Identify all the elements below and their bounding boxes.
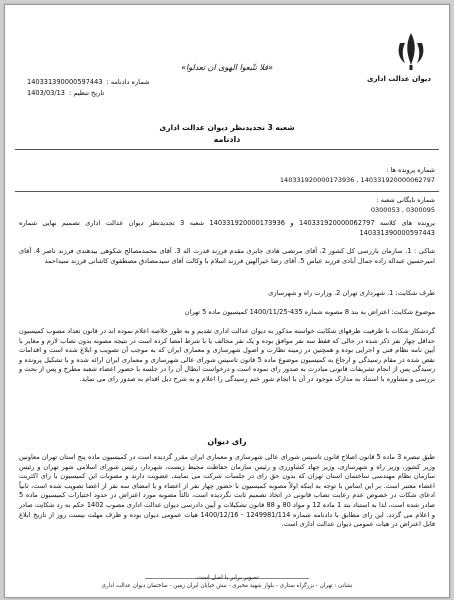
meta-label: شماره دادنامه : xyxy=(106,78,150,86)
verdict-number: 140331390000597443 xyxy=(27,78,103,86)
case-info xyxy=(280,165,435,185)
issue-date: 1403/03/13 xyxy=(27,89,66,97)
verdict-text: طبق تبصره 3 ماده 5 قانون اصلاح قانون تاسیس شورای عالی شهرسازی و معماری ایران مقرر گردیده است در کمیسیون ماده پنج استان تهران معاونین وزیر کشور، وزیر راه و شهرسازی، وزیر جهاد کشاورزی و رئیس سازمان حفاظت محیط زیست، شهردار، رئیس شورای اسلامی شهر تهران و رئیس سازمان نظام مهندسی ساختمان استان تهران که بدون حق رای در جلسات شرکت می نمایند، عضویت دارند و مصوبات این کمیسیون با رای اکثریت اعضاء معتبر است. بر این اساس با توجه به اینکه اولاً مصوبه کمیسیون با حضور چهار نفر از اعضاء و با امضای سه نفر از اعضا تصویب شده است، ثانیاً ادعای شکات در خصوص عدم رعایت نصاب قانونی در اتخاذ تصمیم ثابت نگردیده است، ثالثاً مصوبه مورد اعتراض در حدود اختیارات کمیسیون ماده 5 صادر شده است، لذا به استناد بند 1 ماده 12 و مواد 80 و 88 قانون تشکیلات و آیین دادرسی دیوان عدالت اداری مصوب 1402 حکم به رد شکایت صادر و اعلام می گردد. این رای مطابق با دادنامه شماره 1249981/114 - 1400/12/16 هیات عمومی دیوان بوده و ظرف مهلت بیست روز از تاریخ ابلاغ قابل اعتراض در هیات عمومی دیوان عدالت اداری است. xyxy=(19,453,436,529)
verdict-title: رای دیوان xyxy=(207,437,247,446)
court-name: دیوان عدالت اداری xyxy=(367,75,431,83)
meta-label: تاریخ تنظیم : xyxy=(69,89,105,97)
divider xyxy=(15,149,439,150)
date-row xyxy=(27,88,150,99)
archive-numbers: 0300053 , 0300095 xyxy=(370,206,435,214)
paragraph-defendants: طرف شکایت: 1. شهرداری تهران 2. وزارت راه و شهرسازی xyxy=(268,289,435,297)
paragraph-case-reference: پرونده های کلاسه 140331920000062797 و 140331920000173936 شعبه 3 تجدیدنظر دیوان عدالت اداری تصمیم نهایی شماره 140331390000597443 xyxy=(19,219,435,237)
case-numbers: 140331920000173936 , 140331920000062797 xyxy=(279,176,435,184)
bismillah-verse: «فلا تتّبعوا الهوی ان تعدلوا» xyxy=(181,63,273,72)
paragraph-plaintiffs: شاکی : 1. سازمان بازرسی کل کشور 2. آقای مرتضی هادی جابری مقدم فرزند قدرت اله 3. آقای محمدمصالح شکوهی بیدهندی فرزند ناصر 4. آقای امیرحسین عبداله زاده جمال آبادی فرزند عباس 5. آقای رضا خیرالهین فرزند اسلام با وکالت آقای سیدمصادق مصطفوی کاشانی فرزند سیداحمد xyxy=(19,247,435,265)
document-title: دادنامه xyxy=(213,135,241,144)
document-page xyxy=(4,4,450,598)
branch-name: شعبه 3 تجدیدنظر دیوان عدالت اداری xyxy=(159,123,295,132)
court-address: نشانی : تهران - بزرگراه ستاری - بلوار شهید مخبری - نبش خیابان ایران زمین - ساختمان دیوان عدالت اداری xyxy=(101,583,353,589)
paragraph-proceedings: گردشکار شکات با طرفیت طرفهای شکایت خواسته مذکور به دیوان عدالت اداری تقدیم و به طور خلاصه اعلام نموده اند در قانون تعداد مصوب کمیسیون حداقل چهار نفر ذکر شده در حالی که فقط سه نفر موافق بوده و یک نفر مخالف یا با شرط امضا کرده است در نتیجه مصوبه بدون نصاب لازم و مغایر با آیین نامه نظام فنی و اجرایی بوده و همچنین در زمینه نظارت و اصول شهرسازی و معماری ایران که به موجب آن تصویب و ابلاغ شده است و اقدامات نقض شده در مقام رسیدگی و ارجاع به کمیسیون موضوع ماده 5 قانون تاسیس شورای عالی شهرسازی و معماری ایران ارائه شده و با تشکیل پرونده و رسیدگی پس از انجام تشریفات قانونی مبادرت به صدور رای نموده است و درخواست ابطال آن را در جلسه با حضور اعضاء شعبه مطرح و پس از بحث و بررسی و مشاوره با استناد به مدارک موجود در آن با انجام شور ختم رسیدگی را اعلام و به شرح ذیل اقدام به صدور رای می نماید. xyxy=(19,327,435,383)
case-label: شماره پرونده ها : xyxy=(386,166,435,174)
certified-copy-note: تصویر برابر با اصل است. xyxy=(195,574,259,581)
footer xyxy=(5,573,449,591)
archive-info xyxy=(371,195,435,215)
verdict-number-row xyxy=(27,77,150,88)
divider xyxy=(15,191,439,192)
header-meta xyxy=(27,77,150,99)
paragraph-subject: موضوع شکایت: اعتراض به بند 8 مصوبه شماره 435-1400/11/25 کمیسیون ماده 5 تهران xyxy=(184,308,435,316)
archive-label: شماره بایگانی شعبه : xyxy=(376,196,435,204)
